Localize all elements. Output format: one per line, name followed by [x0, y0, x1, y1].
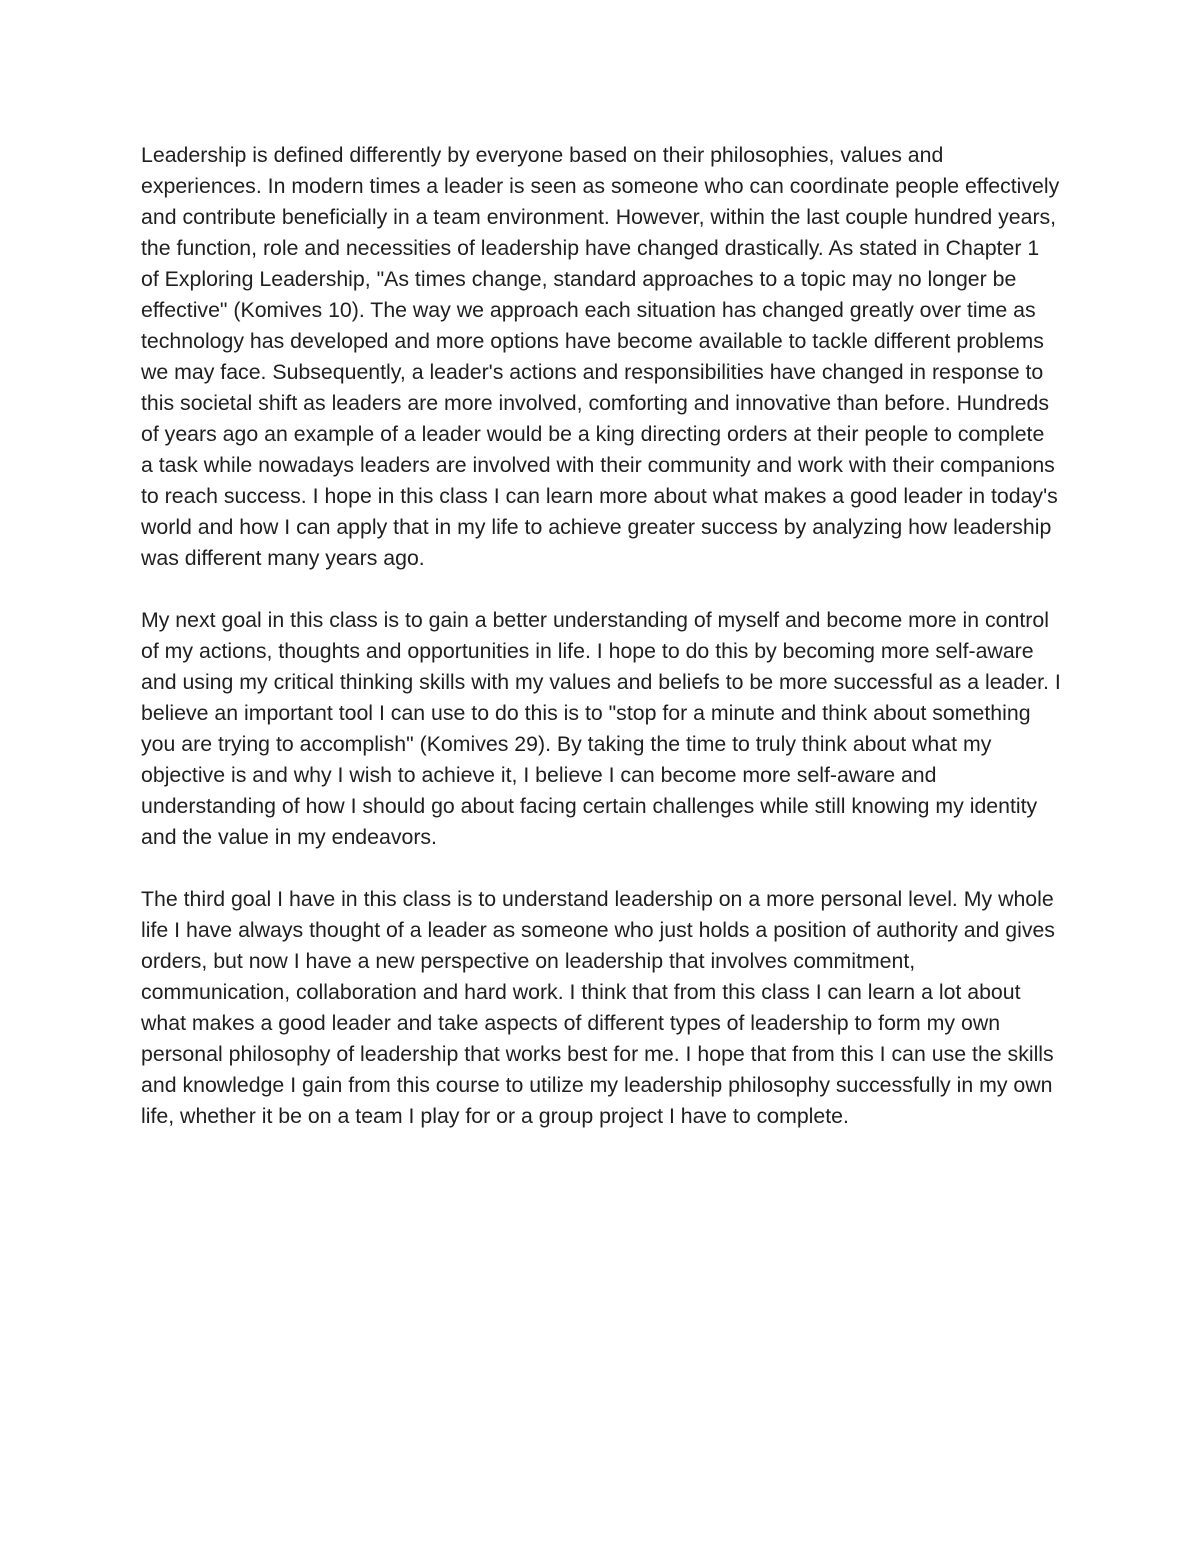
paragraph-1: Leadership is defined differently by everyone based on their philosophies, values and experiences. In modern times a leader is seen as someone who can coordinate people effectively and contribute beneficially in a team environment. However, within the last couple hundred years, the function, role and necessities of leadership have changed drastically. As stated in Chapter 1 of Exploring Leadership, "As times change, standard approaches to a topic may no longer be effective" (Komives 10). The way we approach each situation has changed greatly over time as technology has developed and more options have become available to tackle different problems we may face. Subsequently, a leader's actions and responsibilities have changed in response to this societal shift as leaders are more involved, comforting and innovative than before. Hundreds of years ago an example of a leader would be a king directing orders at their people to complete a task while nowadays leaders are involved with their community and work with their companions to reach success. I hope in this class I can learn more about what makes a good leader in today's world and how I can apply that in my life to achieve greater success by analyzing how leadership was different many years ago.	[141, 143, 1060, 570]
document-body	[141, 140, 1061, 1163]
paragraph-3: The third goal I have in this class is to understand leadership on a more personal level. My whole life I have always thought of a leader as someone who just holds a position of authority and gives orders, but now I have a new perspective on leadership that involves commitment, communication, collaboration and hard work. I think that from this class I can learn a lot about what makes a good leader and take aspects of different types of leadership to form my own personal philosophy of leadership that works best for me. I hope that from this I can use the skills and knowledge I gain from this course to utilize my leadership philosophy successfully in my own life, whether it be on a team I play for or a group project I have to complete.	[141, 887, 1055, 1128]
paragraph-2: My next goal in this class is to gain a better understanding of myself and become more in control of my actions, thoughts and opportunities in life. I hope to do this by becoming more self-aware and using my critical thinking skills with my values and beliefs to be more successful as a leader. I believe an important tool I can use to do this is to "stop for a minute and think about something you are trying to accomplish" (Komives 29). By taking the time to truly think about what my objective is and why I wish to achieve it, I believe I can become more self-aware and understanding of how I should go about facing certain challenges while still knowing my identity and the value in my endeavors.	[141, 608, 1061, 849]
